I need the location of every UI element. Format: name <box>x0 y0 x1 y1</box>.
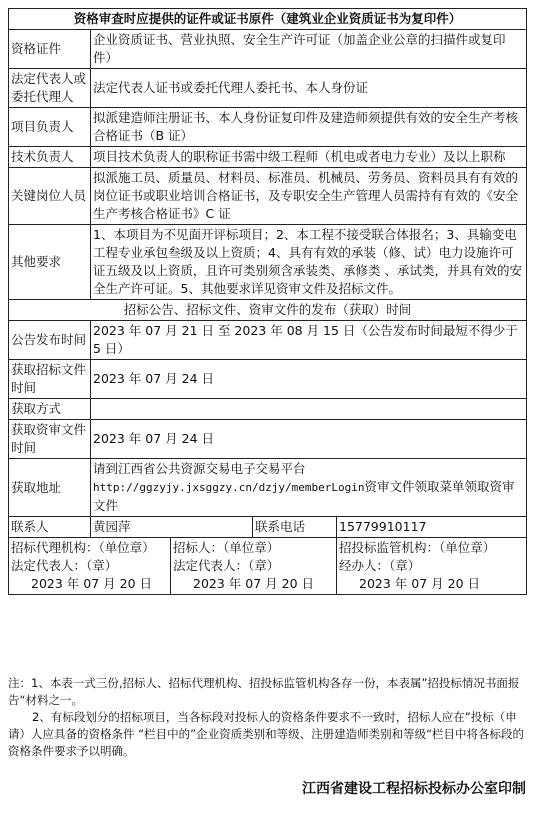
row-value: 法定代表人证书或委托代理人委托书、本人身份证 <box>91 69 527 108</box>
address-value <box>91 459 527 517</box>
signature-rep: 法定代表人：（章） <box>11 558 118 573</box>
note-1: 注：1、本表一式三份,招标人、招标代理机构、招投标监管机构各存一份，本表属”招投标情况书面报告“材料之一。 <box>8 676 520 707</box>
row-label: 公告发布时间 <box>9 321 91 360</box>
signature-agency <box>9 538 171 595</box>
signature-date: 2023 年 07 月 20 日 <box>359 576 480 591</box>
contact-name: 黄园萍 <box>91 517 253 538</box>
signature-rep: 经办人：（章） <box>339 558 421 573</box>
signature-org: 招标人：（单位章） <box>173 540 280 555</box>
table-row <box>9 147 527 168</box>
contact-label: 联系人 <box>9 517 91 538</box>
address-line-1: 请到江西省公共资源交易电子交易平台 <box>93 461 306 476</box>
table-title: 资格审查时应提供的证件或证书原件（建筑业企业资质证书为复印件） <box>9 9 527 30</box>
row-label: 关键岗位人员 <box>9 168 91 225</box>
notice-sheet <box>8 8 526 595</box>
table-title-row <box>9 9 527 30</box>
row-value: 2023 年 07 月 24 日 <box>91 360 527 399</box>
phone-label: 联系电话 <box>253 517 337 538</box>
footer-printer: 江西省建设工程招标投标办公室印制 <box>302 781 526 797</box>
row-value: 企业资质证书、营业执照、安全生产许可证（加盖企业公章的扫描件或复印件） <box>91 30 527 69</box>
signature-supervisor <box>337 538 527 595</box>
row-label: 项目负责人 <box>9 108 91 147</box>
row-label: 获取地址 <box>9 459 91 517</box>
table-row <box>9 108 527 147</box>
row-value: 拟派建造师注册证书、本人身份证复印件及建造师须提供有效的安全生产考核合格证书（B 证） <box>91 108 527 147</box>
table-row <box>9 399 527 420</box>
row-label: 其他要求 <box>9 225 91 300</box>
signature-tenderer <box>171 538 337 595</box>
qualification-table <box>8 8 527 595</box>
table-row <box>9 30 527 69</box>
release-heading: 招标公告、招标文件、资审文件的发布（获取）时间 <box>9 300 527 321</box>
row-label: 获取方式 <box>9 399 91 420</box>
address-url-link[interactable]: http://ggzyjy.jxsggzy.cn/dzjy/memberLogin <box>93 481 365 494</box>
row-label: 技术负责人 <box>9 147 91 168</box>
row-value: 项目技术负责人的职称证书需中级工程师（机电或者电力专业）及以上职称 <box>91 147 527 168</box>
row-label: 获取资审文件时间 <box>9 420 91 459</box>
table-row <box>9 360 527 399</box>
notes-section <box>8 675 526 760</box>
row-value: 1、本项目为不见面开评标项目；2、本工程不接受联合体报名；3、具输变电工程专业承包叁级及以上资质；4、具有有效的承装（修、试）电力设施许可证五级及以上资质，且许可类别须含承装类、承修类 、承试类，并具有效的安全生产许可证。5、其他要求详见资审文件及招标文件。 <box>91 225 527 300</box>
signature-rep: 法定代表人：（章） <box>173 558 280 573</box>
row-label: 法定代表人或委托代理人 <box>9 69 91 108</box>
table-row <box>9 168 527 225</box>
table-row <box>9 459 527 517</box>
row-value: 2023 年 07 月 24 日 <box>91 420 527 459</box>
row-value: 拟派施工员、质量员、材料员、标准员、机械员、劳务员、资料员具有有效的岗位证书或职业培训合格证书，及专职安全生产管理人员需持有有效的《安全生产考核合格证书》C 证 <box>91 168 527 225</box>
phone-value: 15779910117 <box>337 517 527 538</box>
signature-row <box>9 538 527 595</box>
address-line-2: 资审文件领取菜单领取资审文件 <box>93 479 515 513</box>
signature-org: 招标代理机构：（单位章） <box>11 540 155 555</box>
row-label: 获取招标文件时间 <box>9 360 91 399</box>
signature-date: 2023 年 07 月 20 日 <box>31 576 152 591</box>
table-row <box>9 321 527 360</box>
signature-date: 2023 年 07 月 20 日 <box>193 576 314 591</box>
contact-row <box>9 517 527 538</box>
table-row <box>9 420 527 459</box>
table-row <box>9 225 527 300</box>
row-value: 2023 年 07 月 21 日 至 2023 年 08 月 15 日（公告发布时间最短不得少于 5 日） <box>91 321 527 360</box>
table-row <box>9 69 527 108</box>
signature-org: 招投标监管机构：（单位章） <box>339 540 496 555</box>
row-label: 资格证件 <box>9 30 91 69</box>
note-2: 2、有标段划分的招标项目，当各标段对投标人的资格条件要求不一致时，招标人应在”投标（申请）人应具备的资格条件 “栏目中的”企业资质类别和等级、注册建造师类别和等级“栏目中将各标段的资格条件要求予以明确。 <box>8 710 525 758</box>
release-heading-row <box>9 300 527 321</box>
row-value <box>91 399 527 420</box>
